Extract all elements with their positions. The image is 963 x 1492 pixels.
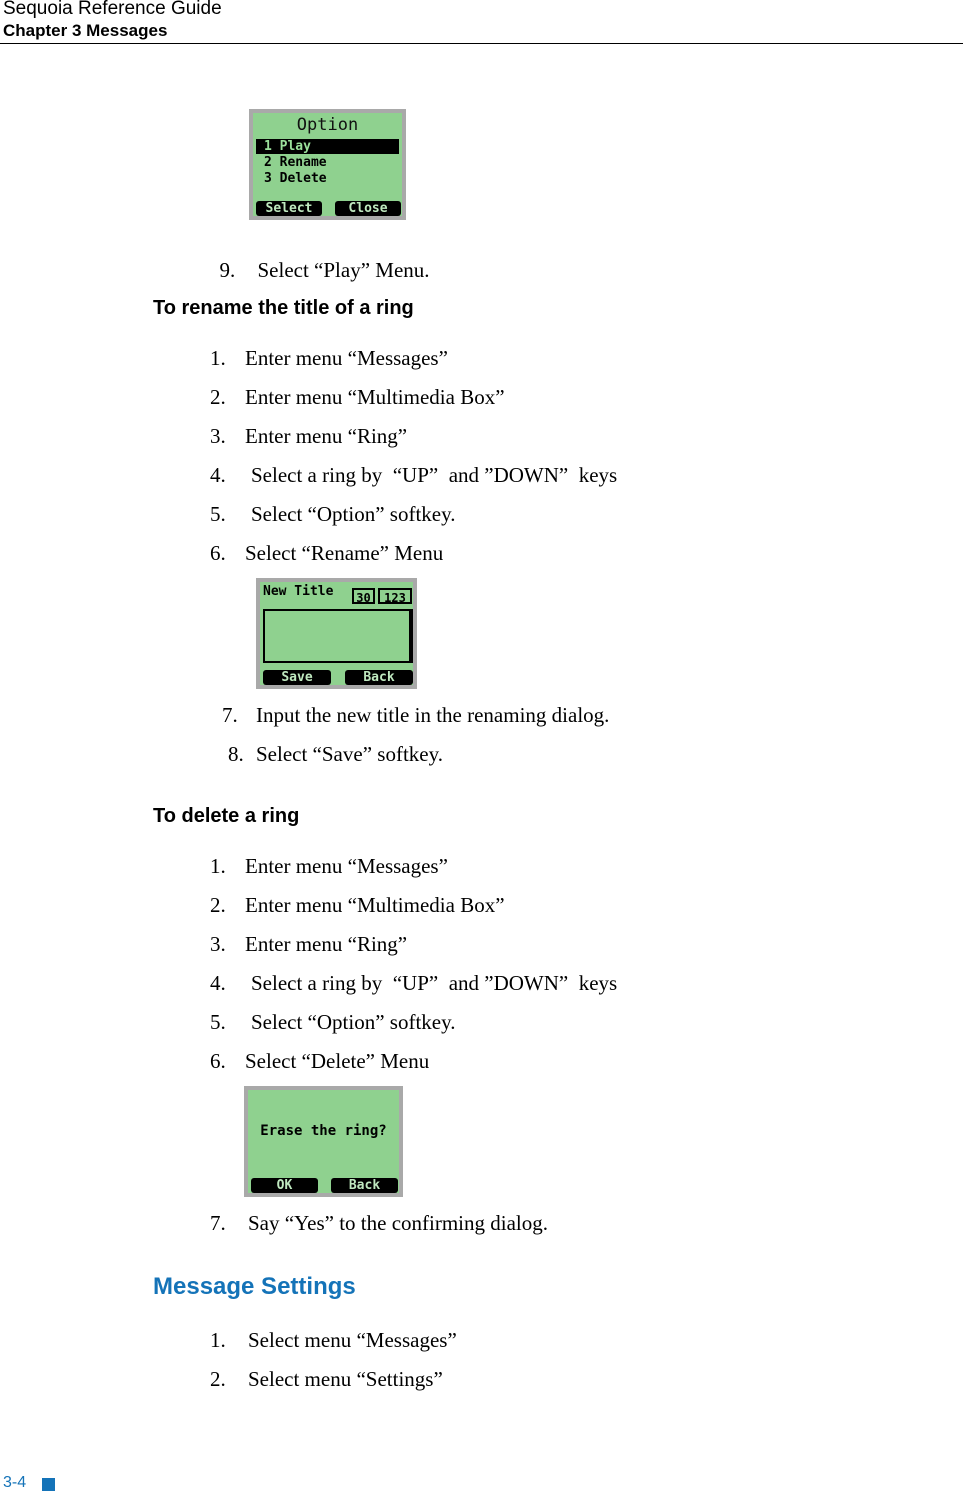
back-softkey: Back (345, 670, 413, 685)
footer-square-marker (42, 1478, 55, 1491)
rename-step-6: 6. Select “Rename” Menu (210, 541, 444, 565)
option-item-delete: 3 Delete (264, 171, 327, 186)
option-item-play: 1 Play (256, 139, 399, 154)
delete-step-6: 6. Select “Delete” Menu (210, 1049, 430, 1073)
new-title-label: New Title (263, 584, 334, 599)
settings-step-2: 2. Select menu “Settings” (210, 1367, 443, 1391)
rename-step-2: 2. Enter menu “Multimedia Box” (210, 385, 505, 409)
rename-step-4: 4. Select a ring by “UP” and ”DOWN” keys (210, 463, 618, 487)
rename-step-5: 5. Select “Option” softkey. (210, 502, 456, 526)
settings-step-1: 1. Select menu “Messages” (210, 1328, 457, 1352)
delete-heading: To delete a ring (153, 805, 300, 827)
delete-step-5: 5. Select “Option” softkey. (210, 1010, 456, 1034)
ok-softkey: OK (251, 1178, 318, 1193)
delete-confirm-screen (244, 1086, 403, 1197)
rename-step-7: 7. Input the new title in the renaming dialog. (222, 703, 610, 727)
rename-step-1: 1. Enter menu “Messages” (210, 346, 448, 370)
option-menu-screen (249, 109, 406, 220)
erase-confirm-message: Erase the ring? (260, 1123, 387, 1139)
delete-step-3: 3. Enter menu “Ring” (210, 932, 408, 956)
rename-dialog-screen (256, 578, 417, 689)
close-softkey: Close (335, 201, 401, 216)
delete-step-4: 4. Select a ring by “UP” and ”DOWN” keys (210, 971, 618, 995)
select-softkey: Select (256, 201, 322, 216)
delete-step-1: 1. Enter menu “Messages” (210, 854, 448, 878)
back-softkey-delete: Back (331, 1178, 398, 1193)
rename-step-8: 8. Select “Save” softkey. (228, 742, 443, 766)
header-divider (0, 43, 963, 44)
rename-heading: To rename the title of a ring (153, 297, 414, 319)
step-play: 9. Select “Play” Menu. (219, 258, 430, 282)
char-counter: 30 (352, 588, 375, 604)
delete-step-2: 2. Enter menu “Multimedia Box” (210, 893, 505, 917)
rename-step-3: 3. Enter menu “Ring” (210, 424, 408, 448)
option-item-rename: 2 Rename (264, 155, 327, 170)
document-title: Sequoia Reference Guide (3, 0, 222, 19)
title-input-field (263, 609, 413, 663)
save-softkey: Save (263, 670, 331, 685)
chapter-title: Chapter 3 Messages (3, 21, 168, 40)
input-scrollbar (409, 611, 411, 661)
delete-step-7: 7. Say “Yes” to the confirming dialog. (210, 1211, 548, 1235)
message-settings-heading: Message Settings (153, 1273, 356, 1300)
option-screen-title: Option (296, 115, 359, 135)
char-limit: 123 (378, 588, 412, 604)
page-number: 3-4 (3, 1474, 27, 1491)
